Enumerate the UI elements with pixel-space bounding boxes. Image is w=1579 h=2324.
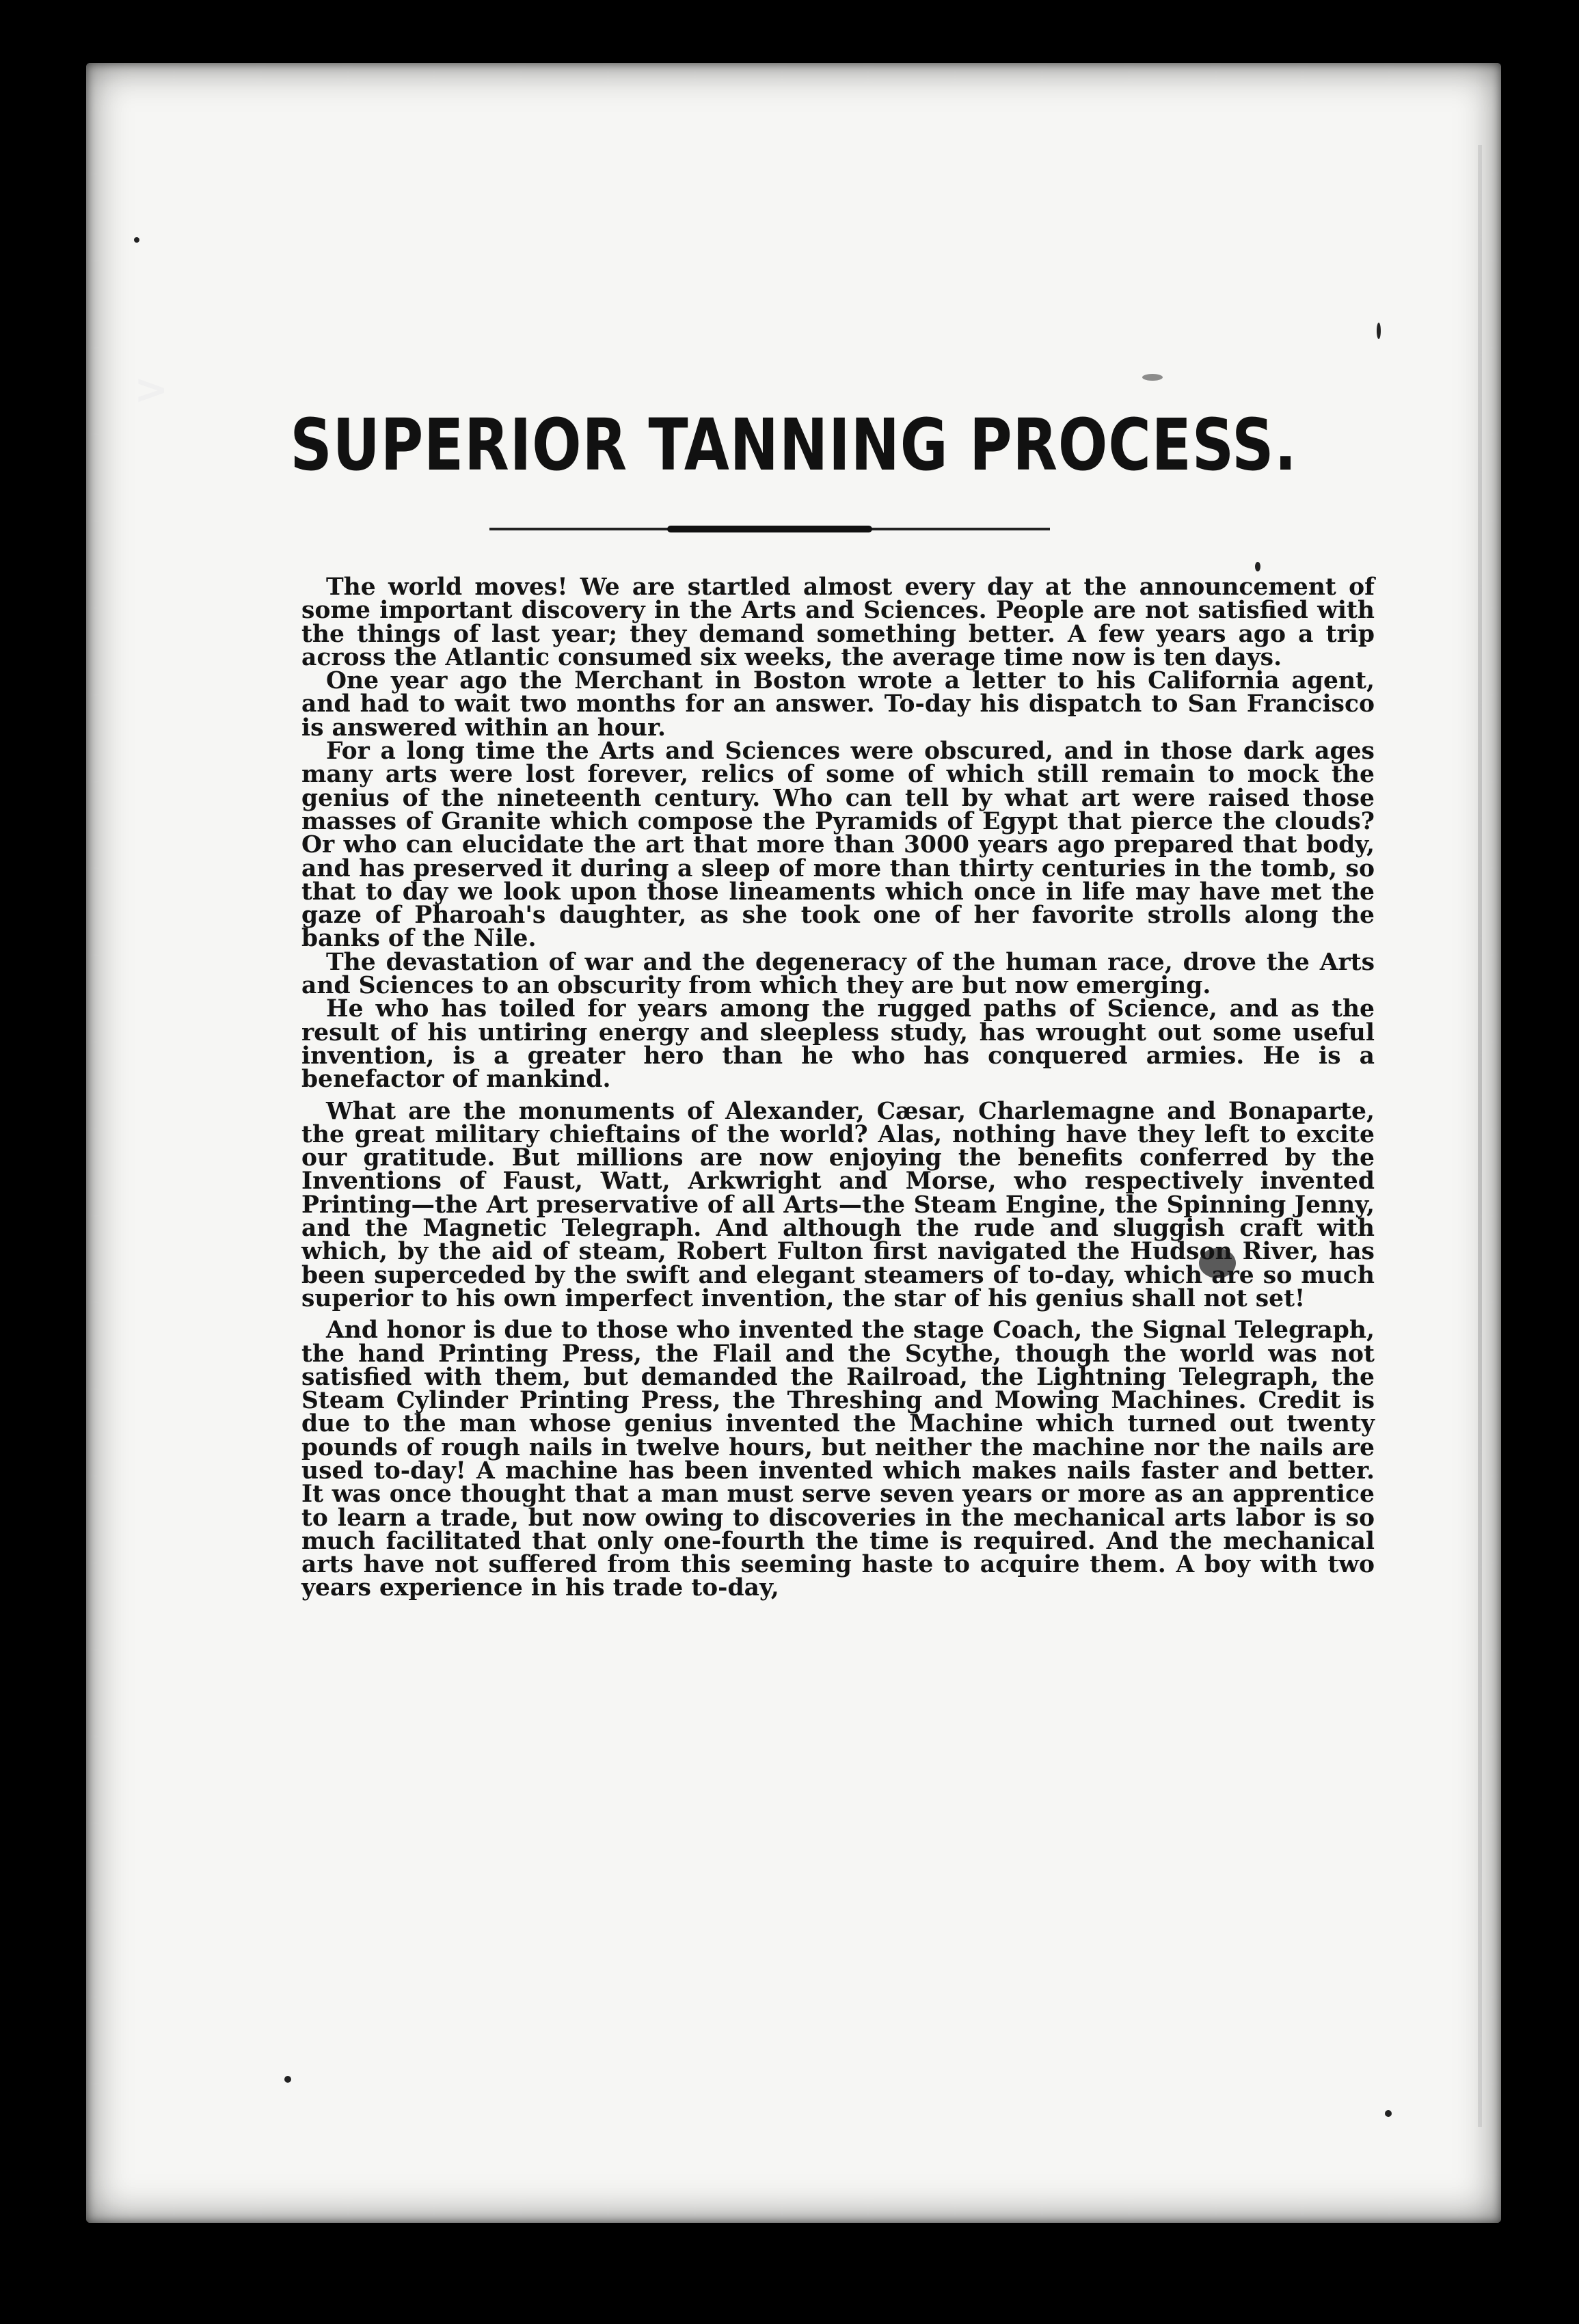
title-rule-center [667, 526, 872, 532]
paragraph-6: What are the monuments of Alexander, Cæsar, Charlemagne and Bonaparte, the great military chieftains of the world? Alas, nothing have they left to excite our gratitude. But millions are now enjoying the benefits conferred by the Inventions of Faust, Watt, Arkwright and Morse, who respectively invented Printing—the Art preservative of all Arts—the Steam Engine, the Spinning Jenny, and the Magnetic Telegraph. And although the rude and sluggish craft with which, by the aid of steam, Robert Fulton first navigated the Hudson River, has been superceded by the swift and elegant steamers of to-day, which are so much superior to his own imperfect invention, the star of his genius shall not set! [301, 1097, 1375, 1312]
ink-speck [284, 2076, 291, 2083]
paragraph-5: He who has toiled for years among the rugged paths of Science, and as the result of his untiring energy and sleepless study, has wrought out some useful invention, is a greater hero than he who has conquered armies. He is a benefactor of mankind. [301, 995, 1375, 1094]
document-title: SUPERIOR TANNING PROCESS. [290, 403, 1297, 487]
article-body [301, 573, 1375, 1602]
document-page [86, 63, 1501, 2223]
ink-speck [1255, 562, 1260, 571]
paragraph-2: One year ago the Merchant in Boston wrote a letter to his California agent, and had to wait two months for an answer. To-day his dispatch to San Francisco is answered within an hour. [301, 667, 1375, 742]
ink-speck [1377, 323, 1381, 339]
paragraph-3: For a long time the Arts and Sciences were obscured, and in those dark ages many arts were lost forever, relics of some of which still remain to mock the genius of the nineteenth century. Who can tell by what art were raised those masses of Granite which compose the Pyramids of Egypt that pierce the clouds? Or who can elucidate the art that more than 3000 years ago prepared that body, and has preserved it during a sleep of more than thirty centuries in the tomb, so that to day we look upon those lineaments which once in life may have met the gaze of Pharoah's daughter, as she took one of her favorite strolls along the banks of the Nile. [301, 738, 1375, 953]
paragraph-7: And honor is due to those who invented the stage Coach, the Signal Telegraph, the hand Printing Press, the Flail and the Scythe, though the world was not satisfied with them, but demanded the Railroad, the Lightning Telegraph, the Steam Cylinder Printing Press, the Threshing and Mowing Machines. Credit is due to the man whose genius invented the Machine which turned out twenty pounds of rough nails in twelve hours, but neither the machine nor the nails are used to-day! A machine has been invented which makes nails faster and better. It was once thought that a man must serve seven years or more as an apprentice to learn a trade, but now owing to discoveries in the mechanical arts labor is so much facilitated that only one-fourth the time is required. And the mechanical arts have not suffered from this seeming haste to acquire them. A boy with two years experience in his trade to-day, [301, 1316, 1375, 1602]
paragraph-1: The world moves! We are startled almost every day at the announcement of some important discovery in the Arts and Sciences. People are not satisfied with the things of last year; they demand something better. A few years ago a trip across the Atlantic consumed six weeks, the average time now is ten days. [301, 573, 1375, 671]
ink-speck [134, 237, 139, 243]
margin-mark: > [134, 366, 169, 414]
paragraph-4: The devastation of war and the degeneracy of the human race, drove the Arts and Sciences to an obscurity from which they are but now emerging. [301, 948, 1375, 1000]
ink-speck [1142, 374, 1163, 381]
ink-speck [1385, 2110, 1392, 2117]
